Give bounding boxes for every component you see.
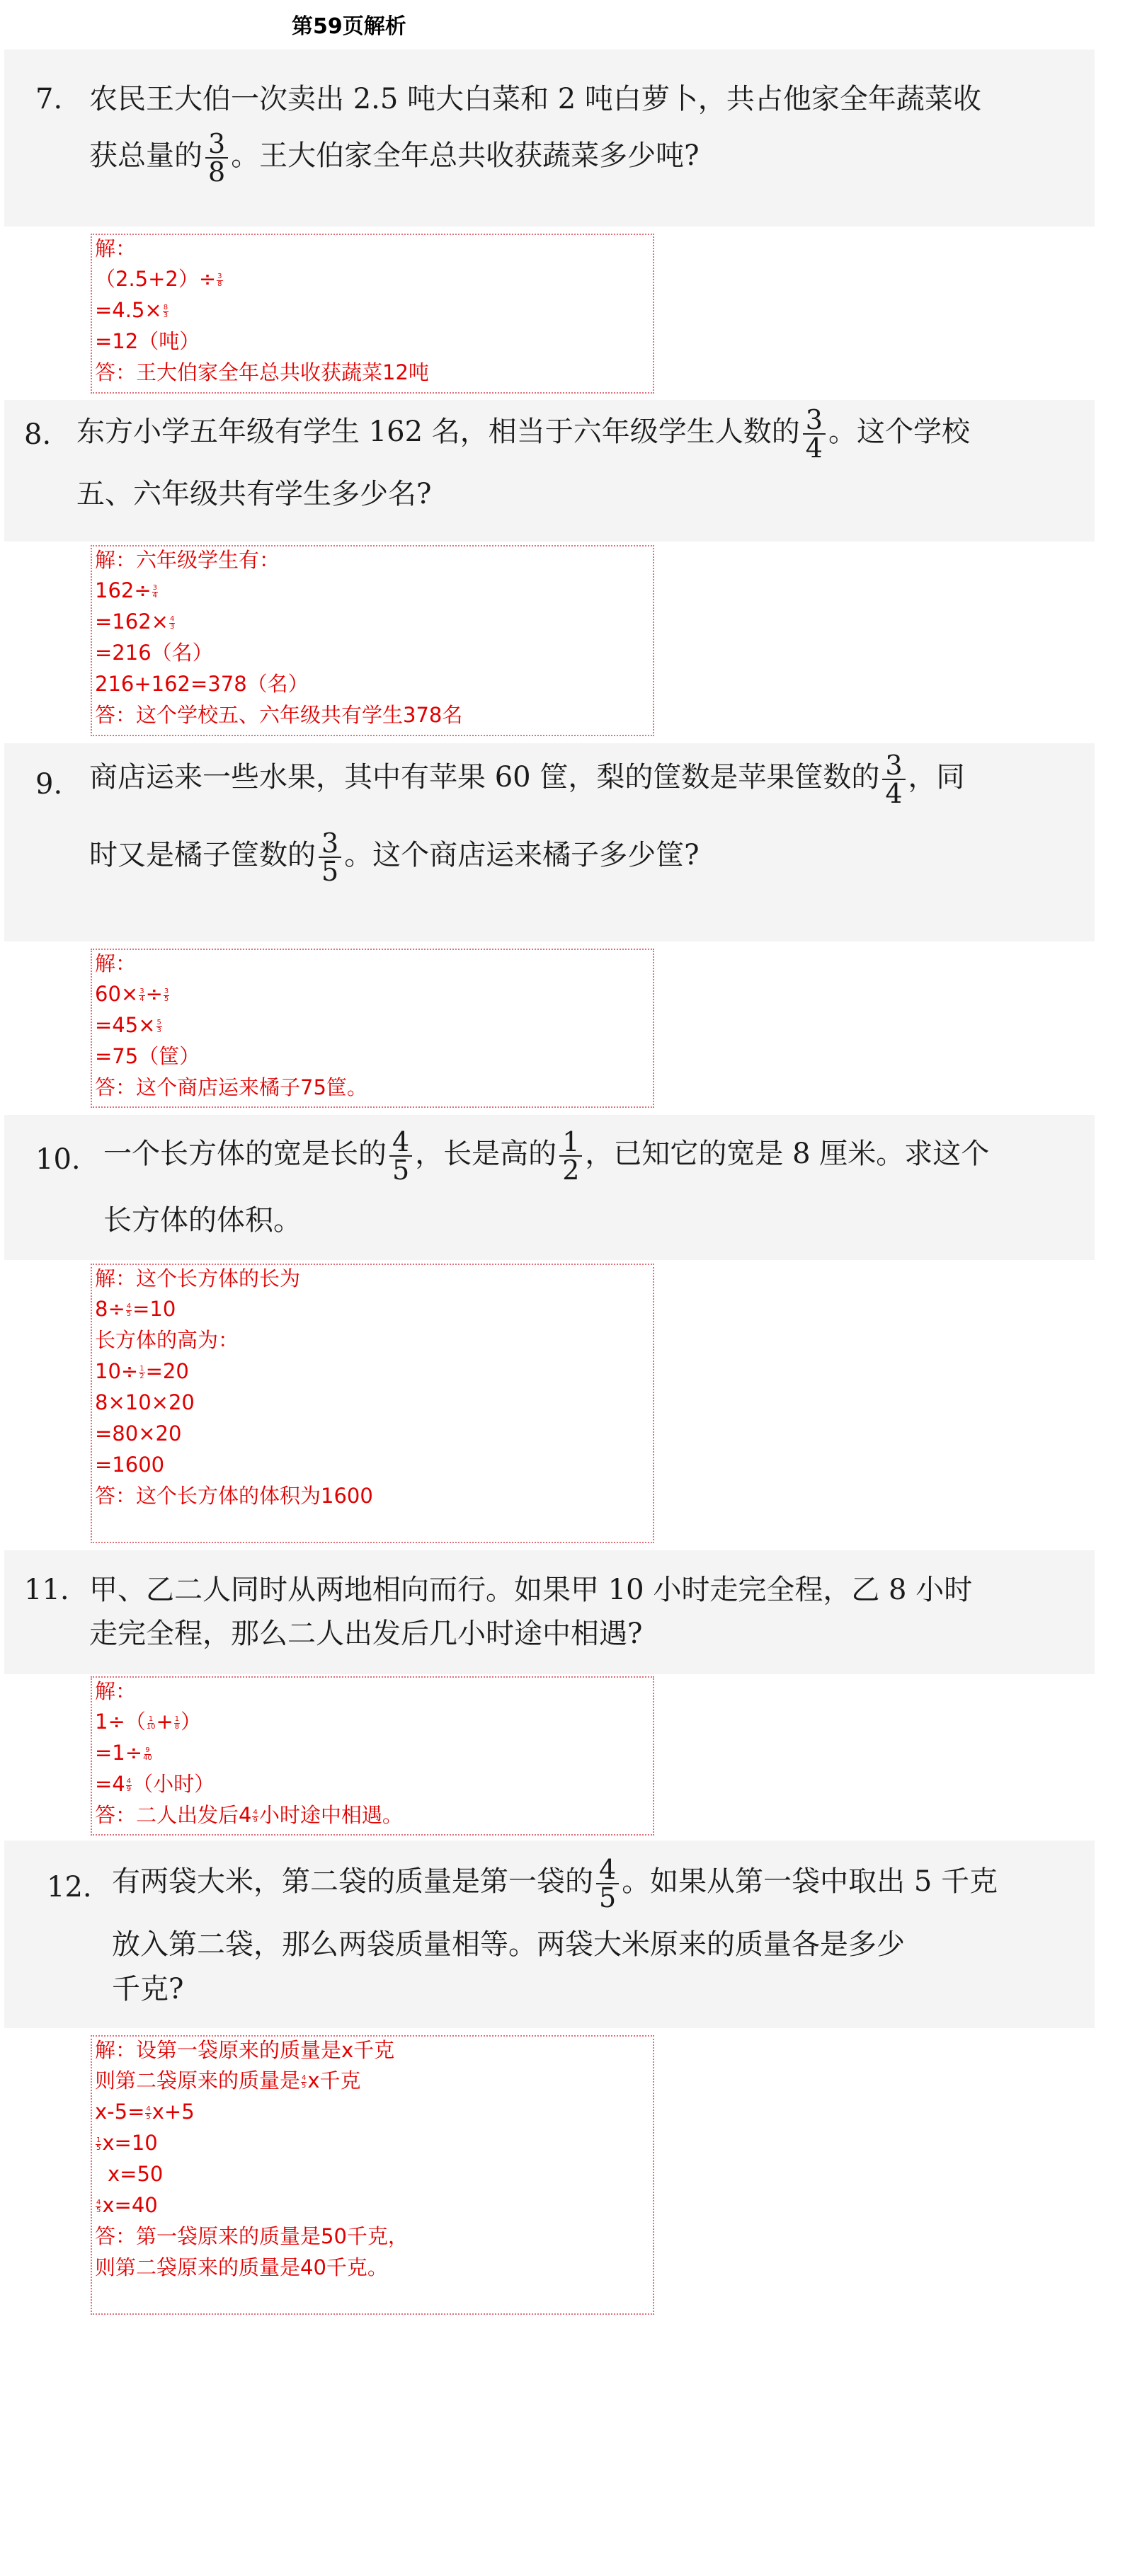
question-text: 获总量的 $\frac{3}{8}$ 。王大伯家全年总共收获蔬菜多少吨? [89, 128, 700, 188]
answer-line: 1÷（ $\frac{1}{10}$ + $\frac{1}{8}$ ） [95, 1710, 202, 1734]
fraction: $\frac{4}{5}$ [596, 1856, 619, 1911]
question-text: 长方体的体积。 [103, 1204, 302, 1237]
answer-line: x=50 [108, 2162, 164, 2186]
answer-line: 解：设第一袋原来的质量是x千克 [95, 2038, 395, 2062]
answer-line: 162÷ $\frac{3}{4}$ [95, 578, 158, 602]
fraction: $\frac{1}{2}$ [559, 1128, 582, 1184]
answer-line: 60× $\frac{3}{4}$ ÷ $\frac{3}{5}$ [95, 982, 169, 1006]
question-11-band [4, 1550, 1095, 1674]
fraction: $\frac{3}{8}$ [205, 130, 228, 185]
question-text: 东方小学五年级有学生 162 名，相当于六年级学生人数的 $\frac{3}{4}$ 。这个学校 [76, 404, 970, 464]
question-text: 商店运来一些水果，其中有苹果 60 筐，梨的筐数是苹果筐数的 $\frac{3}{4}$ ，同 [89, 750, 965, 809]
fraction: $\frac{3}{4}$ [882, 752, 905, 807]
question-number: 10. [35, 1143, 81, 1176]
answer-line: =4 $\frac{4}{9}$ （小时） [95, 1772, 215, 1796]
answer-box [91, 545, 654, 736]
answer-box [91, 1676, 654, 1836]
answer-line: 则第二袋原来的质量是40千克。 [95, 2255, 388, 2279]
answer-line: =80×20 [95, 1421, 182, 1446]
answer-line: 答：王大伯家全年总共收获蔬菜12吨 [95, 360, 429, 384]
question-number: 12. [47, 1871, 92, 1904]
question-number: 11. [24, 1574, 69, 1606]
page-title: 第59页解析 [292, 14, 406, 39]
question-text: 农民王大伯一次卖出 2.5 吨大白菜和 2 吨白萝卜，共占他家全年蔬菜收 [89, 83, 981, 115]
question-text: 千克? [112, 1973, 184, 2005]
answer-line: 解：六年级学生有： [95, 548, 280, 572]
answer-line: =1÷ $\frac{9}{40}$ [95, 1741, 152, 1765]
question-text: 五、六年级共有学生多少名? [76, 478, 432, 510]
answer-line: =4.5× $\frac{8}{3}$ [95, 298, 169, 322]
answer-line: 8÷ $\frac{4}{5}$ =10 [95, 1297, 176, 1321]
answer-box [91, 1264, 654, 1543]
answer-line: 解： [95, 1679, 137, 1703]
answer-line: =162× $\frac{4}{3}$ [95, 609, 175, 634]
answer-line: 长方体的高为： [95, 1328, 239, 1352]
answer-line: 答：这个商店运来橘子75筐。 [95, 1075, 367, 1099]
answer-box [91, 949, 654, 1108]
answer-line: 8×10×20 [95, 1390, 195, 1414]
question-number: 9. [35, 768, 63, 801]
answer-box [91, 234, 654, 394]
question-text: 有两袋大米，第二袋的质量是第一袋的 $\frac{4}{5}$ 。如果从第一袋中取出 5 千克 [112, 1854, 998, 1913]
answer-line: =1600 [95, 1453, 165, 1477]
question-text: 甲、乙二人同时从两地相向而行。如果甲 10 小时走完全程，乙 8 小时 [89, 1574, 973, 1606]
fraction: $\frac{3}{4}$ [803, 406, 826, 462]
answer-line: x-5= $\frac{4}{5}$ x+5 [95, 2100, 195, 2124]
fraction: $\frac{4}{5}$ [389, 1128, 412, 1184]
answer-line: $\frac{4}{5}$ x=40 [96, 2193, 158, 2217]
question-text: 走完全程，那么二人出发后几小时途中相遇? [89, 1618, 643, 1650]
question-text: 放入第二袋，那么两袋质量相等。两袋大米原来的质量各是多少 [112, 1928, 905, 1961]
question-text: 一个长方体的宽是长的 $\frac{4}{5}$ ，长是高的 $\frac{1}{2}$ ，已知它的宽是 8 厘米。求这个 [103, 1126, 990, 1186]
answer-line: =45× $\frac{5}{3}$ [95, 1013, 161, 1037]
answer-line: 解： [95, 951, 137, 975]
answer-line: 答：这个长方体的体积为1600 [95, 1484, 373, 1508]
answer-line: 216+162=378（名） [95, 672, 309, 696]
answer-line: =12（吨） [95, 329, 200, 353]
answer-line: 答：这个学校五、六年级共有学生378名 [95, 703, 463, 727]
answer-line: 答：二人出发后4 $\frac{4}{9}$ 小时途中相遇。 [95, 1803, 403, 1827]
answer-line: 解：这个长方体的长为 [95, 1266, 301, 1290]
answer-line: =216（名） [95, 641, 213, 665]
answer-line: =75（筐） [95, 1044, 200, 1068]
fraction: $\frac{3}{5}$ [319, 830, 341, 885]
answer-line: 则第二袋原来的质量是 $\frac{4}{5}$ x千克 [95, 2068, 361, 2093]
question-text: 时又是橘子筐数的 $\frac{3}{5}$ 。这个商店运来橘子多少筐? [89, 828, 700, 887]
answer-line: 答：第一袋原来的质量是50千克， [95, 2224, 409, 2248]
question-number: 8. [24, 418, 52, 451]
answer-line: $\frac{1}{5}$ x=10 [96, 2131, 158, 2155]
answer-box [91, 2035, 654, 2315]
answer-line: 解： [95, 236, 137, 261]
answer-line: 10÷ $\frac{1}{2}$ =20 [95, 1359, 189, 1383]
answer-line: （2.5+2）÷ $\frac{3}{8}$ [95, 267, 222, 291]
question-number: 7. [35, 83, 63, 115]
